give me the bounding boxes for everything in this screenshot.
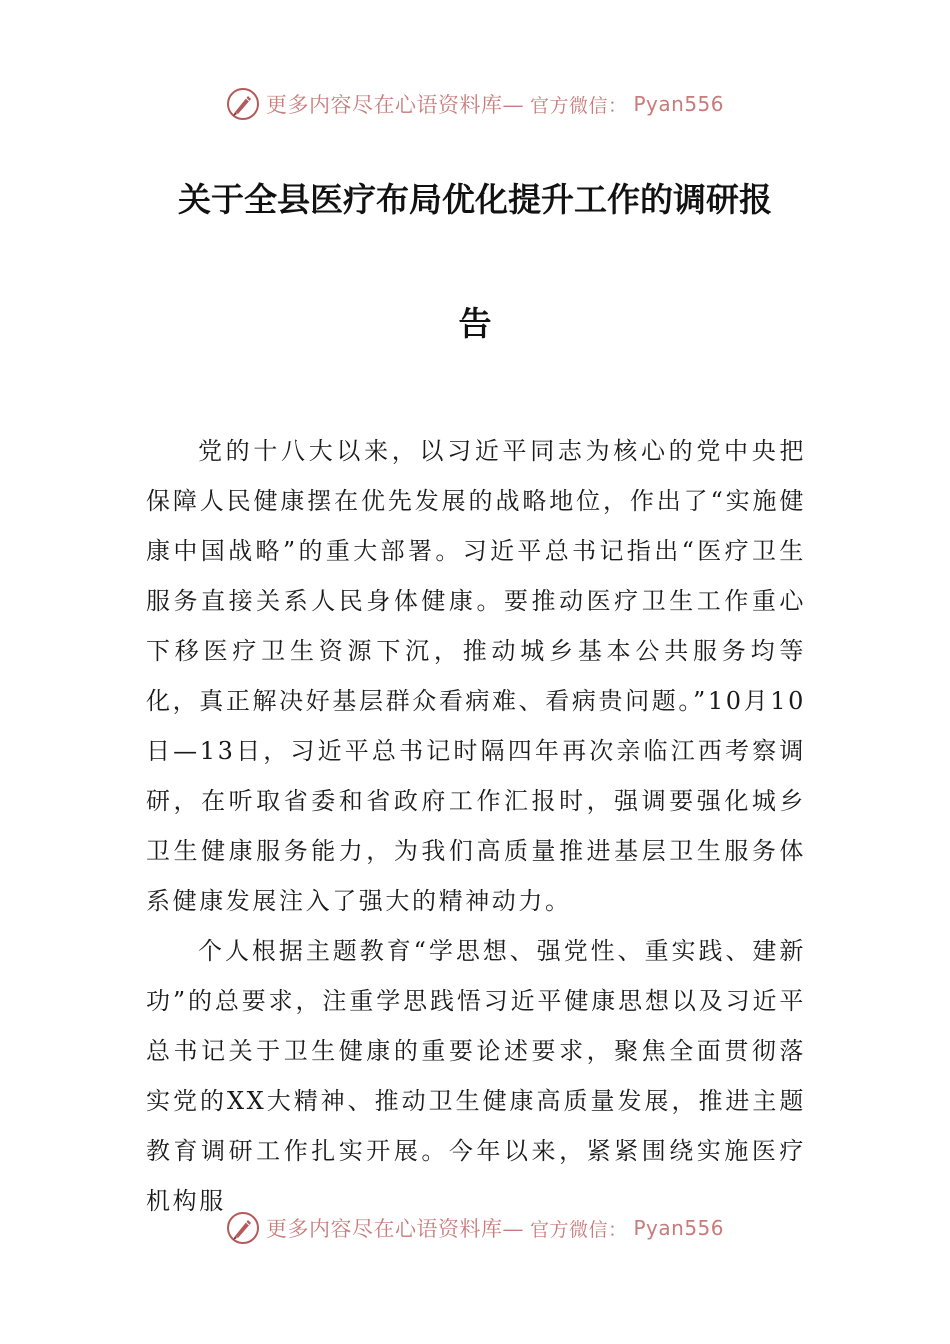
body-paragraph-2: 个人根据主题教育“学思想、强党性、重实践、建新功”的总要求，注重学思践悟习近平健康思想以及习近平总书记关于卫生健康的重要论述要求，聚焦全面贯彻落实党的XX大精神、推动卫生健康高质量发展，推进主题教育调研工作扎实开展。今年以来，紧紧围绕实施医疗机构服 bbox=[146, 937, 806, 1215]
body-paragraph-1: 党的十八大以来，以习近平同志为核心的党中央把保障人民健康摆在优先发展的战略地位，作出了“实施健康中国战略”的重大部署。习近平总书记指出“医疗卫生服务直接关系人民身体健康。要推动医疗卫生工作重心下移医疗卫生资源下沉，推动城乡基本公共服务均等化，真正解决好基层群众看病难、看病贵问题。”10月10日—13日，习近平总书记时隔四年再次亲临江西考察调研，在听取省委和省政府工作汇报时，强调要强化城乡卫生健康服务能力，为我们高质量推进基层卫生服务体系健康发展注入了强大的精神动力。 bbox=[146, 437, 806, 915]
pen-logo-icon bbox=[226, 87, 260, 121]
document-title-line2: 告 bbox=[458, 304, 492, 343]
watermark-wechat-id: Pyan556 bbox=[633, 92, 725, 116]
pen-logo-icon bbox=[226, 1211, 260, 1245]
watermark-header bbox=[0, 84, 950, 124]
watermark-text: 更多内容尽在心语资料库— bbox=[265, 93, 524, 117]
watermark-wechat-id: Pyan556 bbox=[633, 1216, 725, 1240]
watermark-footer bbox=[0, 1208, 950, 1248]
watermark-wechat-label: 官方微信： bbox=[529, 1218, 628, 1241]
document-title-line1: 关于全县医疗布局优化提升工作的调研报 bbox=[178, 180, 772, 219]
watermark-wechat-label: 官方微信： bbox=[529, 94, 628, 117]
watermark-text: 更多内容尽在心语资料库— bbox=[265, 1217, 524, 1241]
document-body bbox=[146, 426, 806, 1226]
